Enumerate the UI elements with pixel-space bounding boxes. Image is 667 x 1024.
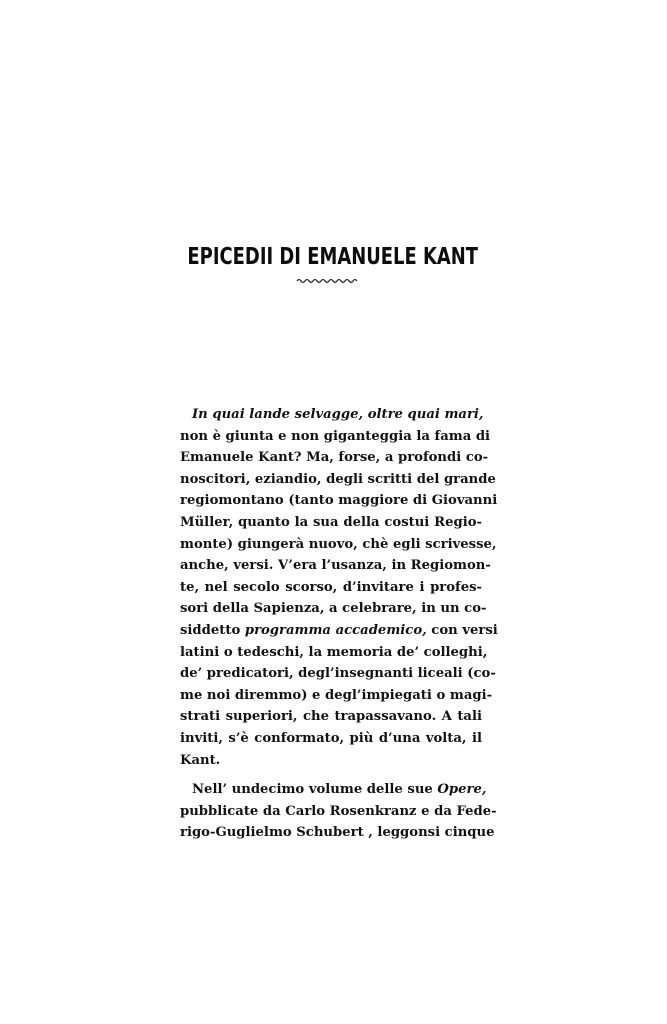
text-line: monte) giungerà nuovo, chè egli scrivesse, [180,536,497,552]
text-line: de’ predicatori, degl’insegnanti liceali (co- [180,666,496,682]
text-line: Emanuele Kant? Ma, forse, a profondi co- [180,450,489,466]
text-line: Nell’ undecimo volume delle sue Opere, [192,782,487,798]
paragraph-gap [180,771,482,779]
text-line: rigo-Guglielmo Schubert , leggonsi cinque [180,825,495,841]
wavy-rule-ornament [296,276,358,286]
text-line: sori della Sapienza, a celebrare, in un co- [180,601,487,617]
text-line: me noi diremmo) e degl’impiegati o magi- [180,687,493,703]
text-line: non è giunta e non giganteggia la fama di [180,428,491,444]
text-line: siddetto programma accademico, con versi [180,622,498,638]
text-line: Kant. [180,752,221,768]
text-line: regiomontano (tanto maggiore di Giovanni [180,493,498,509]
chapter-body [180,404,498,844]
text-line: noscitori, eziandio, degli scritti del grande [180,471,496,487]
text-line: Müller, quanto la sua della costui Regio- [180,514,482,530]
text-line: te, nel secolo scorso, d’invitare i profes- [180,579,482,595]
text-line: inviti, s’è conformato, più d’una volta, il [180,730,482,746]
chapter-title: EPICEDII DI EMANUELE KANT [187,244,479,270]
text-line: strati superiori, che trapassavano. A tali [180,709,482,725]
text-line: anche, versi. V’era l’usanza, in Regiomon- [180,558,491,574]
text-line: In quai lande selvagge, oltre quai mari, [192,407,484,422]
text-line: pubblicate da Carlo Rosenkranz e da Fede- [180,803,497,819]
text-line: latini o tedeschi, la memoria de’ colleghi, [180,644,488,660]
